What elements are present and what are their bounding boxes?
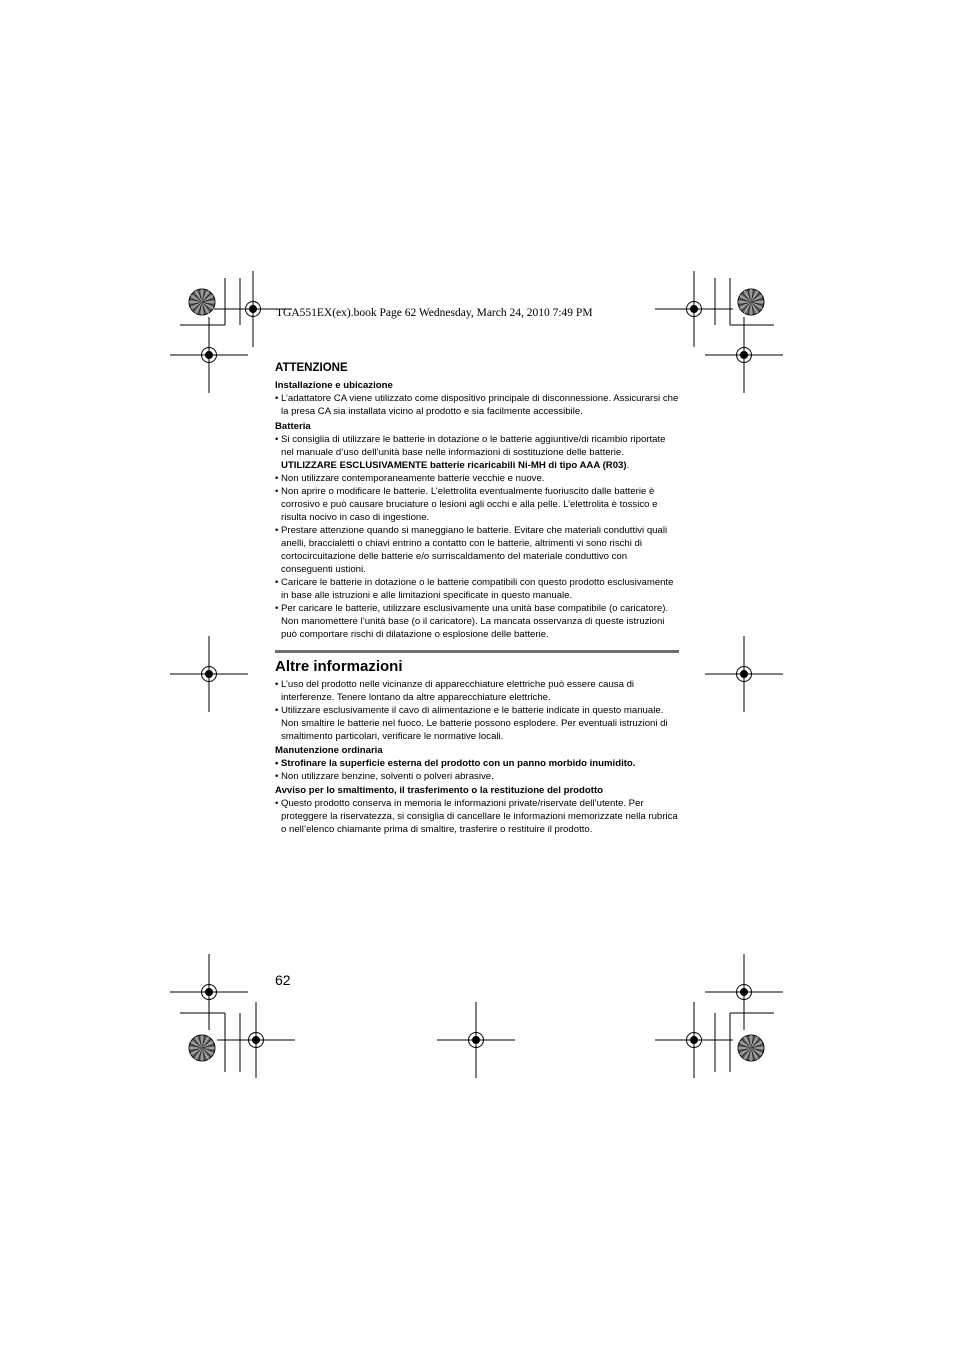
list-item — [275, 433, 679, 472]
registration-mark-icon — [170, 954, 248, 1030]
running-header: TGA551EX(ex).book Page 62 Wednesday, March 24, 2010 7:49 PM — [276, 307, 593, 319]
registration-mark-icon — [705, 954, 783, 1030]
star-wheel-icon — [738, 1035, 764, 1061]
registration-mark-icon — [170, 317, 248, 393]
list-item: • Non utilizzare contemporaneamente batterie vecchie e nuove. — [275, 472, 679, 485]
registration-mark-icon — [705, 317, 783, 393]
list-item-text: Si consiglia di utilizzare le batterie in dotazione o le batterie aggiuntive/di ricambio riportate nel manuale d’uso dell’unità base nelle informazioni di sostituzione delle batterie. — [281, 434, 666, 458]
altre-informazioni-heading: Altre informazioni — [275, 658, 403, 675]
attenzione-heading: ATTENZIONE — [275, 362, 348, 374]
list-item: • Strofinare la superficie esterna del prodotto con un panno morbido inumidito. — [275, 757, 679, 770]
star-wheel-icon — [189, 289, 215, 315]
section-divider — [275, 650, 679, 653]
list-item: • Prestare attenzione quando si maneggiano le batterie. Evitare che materiali conduttivi quali anelli, braccialetti o chiavi entrino a contatto con le batterie, altrimenti vi sono rischi di cortocircuitazione delle batterie e/o surriscaldamento del materiale conduttivo con conseguenti ustioni. — [275, 524, 679, 576]
registration-mark-icon — [170, 636, 248, 712]
registration-mark-icon — [655, 271, 733, 347]
list-item: • Utilizzare esclusivamente il cavo di alimentazione e le batterie indicate in questo manuale. Non smaltire le batterie nel fuoco. Le batterie possono esplodere. Per eventuali istruzioni di smaltimento particolari, verificare le normative locali. — [275, 704, 679, 743]
batteria-heading: Batteria — [275, 421, 311, 432]
installazione-list — [275, 392, 679, 418]
avviso-heading: Avviso per lo smaltimento, il trasferimento o la restituzione del prodotto — [275, 785, 604, 796]
registration-mark-icon — [705, 636, 783, 712]
altre-list — [275, 678, 679, 743]
batteria-list — [275, 433, 679, 641]
registration-mark-icon — [655, 1002, 733, 1078]
page-number: 62 — [275, 972, 291, 988]
list-item: • Per caricare le batterie, utilizzare esclusivamente una unità base compatibile (o caricatore). Non manomettere l’unità base (o il caricatore). La mancata osservanza di queste istruzioni può comportare rischi di dilatazione o esplosione delle batterie. — [275, 602, 679, 641]
list-item: • Non utilizzare benzine, solventi o polveri abrasive. — [275, 770, 679, 783]
registration-mark-icon — [437, 1002, 515, 1078]
list-item-end: . — [626, 460, 630, 471]
avviso-list — [275, 797, 679, 836]
page-content — [275, 362, 679, 836]
registration-mark-icon — [217, 1002, 295, 1078]
list-item: • L’uso del prodotto nelle vicinanze di apparecchiature elettriche può essere causa di interferenze. Tenere lontano da altre apparecchiature elettriche. — [275, 678, 679, 704]
manutenzione-heading: Manutenzione ordinaria — [275, 745, 383, 756]
list-item: • Questo prodotto conserva in memoria le informazioni private/riservate dell’utente. Per proteggere la riservatezza, si consiglia di cancellare le informazioni memorizzate nella rubrica o nell’elenco chiamante prima di smaltire, trasferire o restituire il prodotto. — [275, 797, 679, 836]
list-item-bold-text: UTILIZZARE ESCLUSIVAMENTE batterie ricaricabili Ni-MH di tipo AAA (R03) — [281, 460, 627, 471]
list-item: • Caricare le batterie in dotazione o le batterie compatibili con questo prodotto esclusivamente in base alle istruzioni e alle limitazioni specificate in questo manuale. — [275, 576, 679, 602]
list-item: • L’adattatore CA viene utilizzato come dispositivo principale di disconnessione. Assicurarsi che la presa CA sia installata vicino al prodotto e sia facilmente accessibile. — [275, 392, 679, 418]
star-wheel-icon — [189, 1035, 215, 1061]
list-item: • Non aprire o modificare le batterie. L’elettrolita eventualmente fuoriuscito dalle batterie è corrosivo e può causare bruciature o lesioni agli occhi e alla pelle. L’elettrolita è tossico e risulta nocivo in caso di ingestione. — [275, 485, 679, 524]
star-wheel-icon — [738, 289, 764, 315]
manutenzione-list — [275, 757, 679, 783]
installazione-heading: Installazione e ubicazione — [275, 380, 393, 391]
